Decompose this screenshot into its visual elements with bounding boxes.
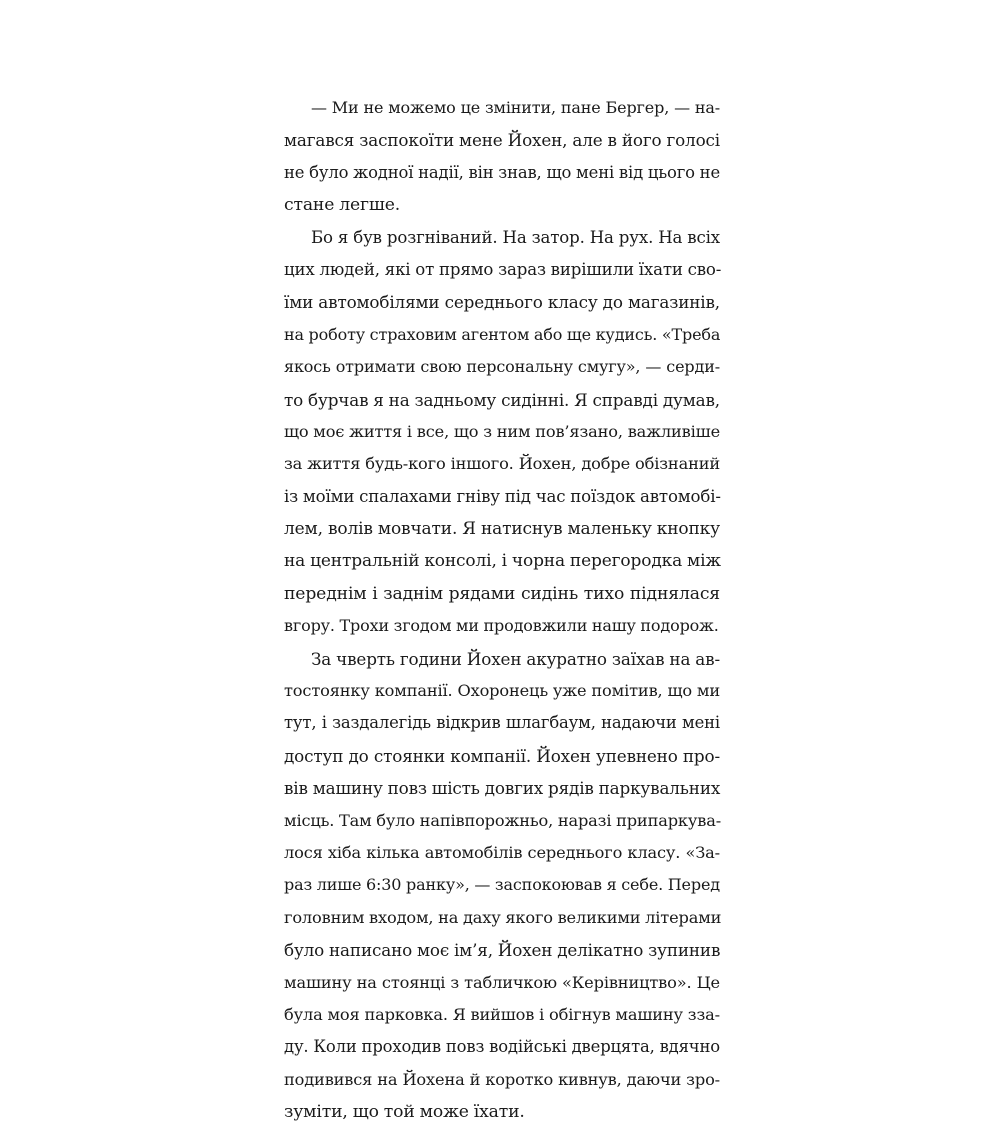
text-line: їми автомобілями середнього класу до магазинів, [284, 292, 720, 313]
text-line: на центральній консолі, і чорна перегородка між [284, 551, 721, 572]
text-line: подивився на Йохена й коротко кивнув, даючи зро- [284, 1069, 720, 1089]
text-line: то бурчав я на задньому сидінні. Я справді думав, [284, 389, 720, 410]
text-line: не було жодної надії, він знав, що мені від цього не [284, 162, 720, 182]
text-line: якось отримати свою персональну смугу», — серди- [284, 357, 720, 377]
text-line: Бо я був розгніваний. На затор. На рух. На всіх [311, 227, 720, 247]
text-line: За чверть години Йохен акуратно заїхав на ав- [311, 648, 720, 669]
text-line: стане легше. [284, 195, 401, 216]
text-line: головним входом, на даху якого великими літерами [284, 907, 722, 927]
text-line: переднім і заднім рядами сидінь тихо піднялася [284, 583, 720, 604]
text-line: тостоянку компанії. Охоронець уже помітив, що ми [284, 681, 720, 701]
text-line: цих людей, які от прямо зараз вирішили їхати сво- [284, 259, 722, 279]
body-text [284, 92, 720, 1129]
text-line: лем, волів мовчати. Я натиснув маленьку кнопку [284, 519, 720, 540]
text-line: вів машину повз шість довгих рядів паркувальних [284, 778, 721, 799]
text-line: доступ до стоянки компанії. Йохен упевнено про- [284, 745, 720, 766]
text-line: лося хіба кілька автомобілів середнього класу. «За- [284, 842, 720, 862]
text-line: магався заспокоїти мене Йохен, але в його голосі [284, 130, 720, 151]
text-line: була моя парковка. Я вийшов і обігнув машину зза- [284, 1004, 720, 1024]
text-line: тут, і заздалегідь відкрив шлагбаум, надаючи мені [284, 713, 720, 733]
text-line: що моє життя і все, що з ним пов’язано, важливіше [284, 421, 720, 441]
text-line: місць. Там було напівпорожньо, наразі припаркува- [284, 810, 722, 830]
text-line: із моїми спалахами гніву під час поїздок автомобі- [284, 486, 721, 506]
text-line: ду. Коли проходив повз водійські дверцята, вдячно [284, 1037, 720, 1057]
text-line: було написано моє ім’я, Йохен делікатно зупинив [284, 940, 721, 961]
text-line: на роботу страховим агентом або ще кудись. «Треба [284, 324, 721, 344]
text-line: — Ми не можемо це змінити, пане Бергер, — на- [311, 98, 720, 117]
text-line: машину на стоянці з табличкою «Керівництво». Це [284, 972, 720, 992]
text-line: зуміти, що той може їхати. [284, 1102, 525, 1123]
text-line: за життя будь-кого іншого. Йохен, добре обізнаний [284, 454, 720, 474]
text-line: вгору. Трохи згодом ми продовжили нашу подорож. [284, 616, 719, 636]
text-line: раз лише 6:30 ранку», — заспокоював я себе. Перед [284, 875, 720, 895]
